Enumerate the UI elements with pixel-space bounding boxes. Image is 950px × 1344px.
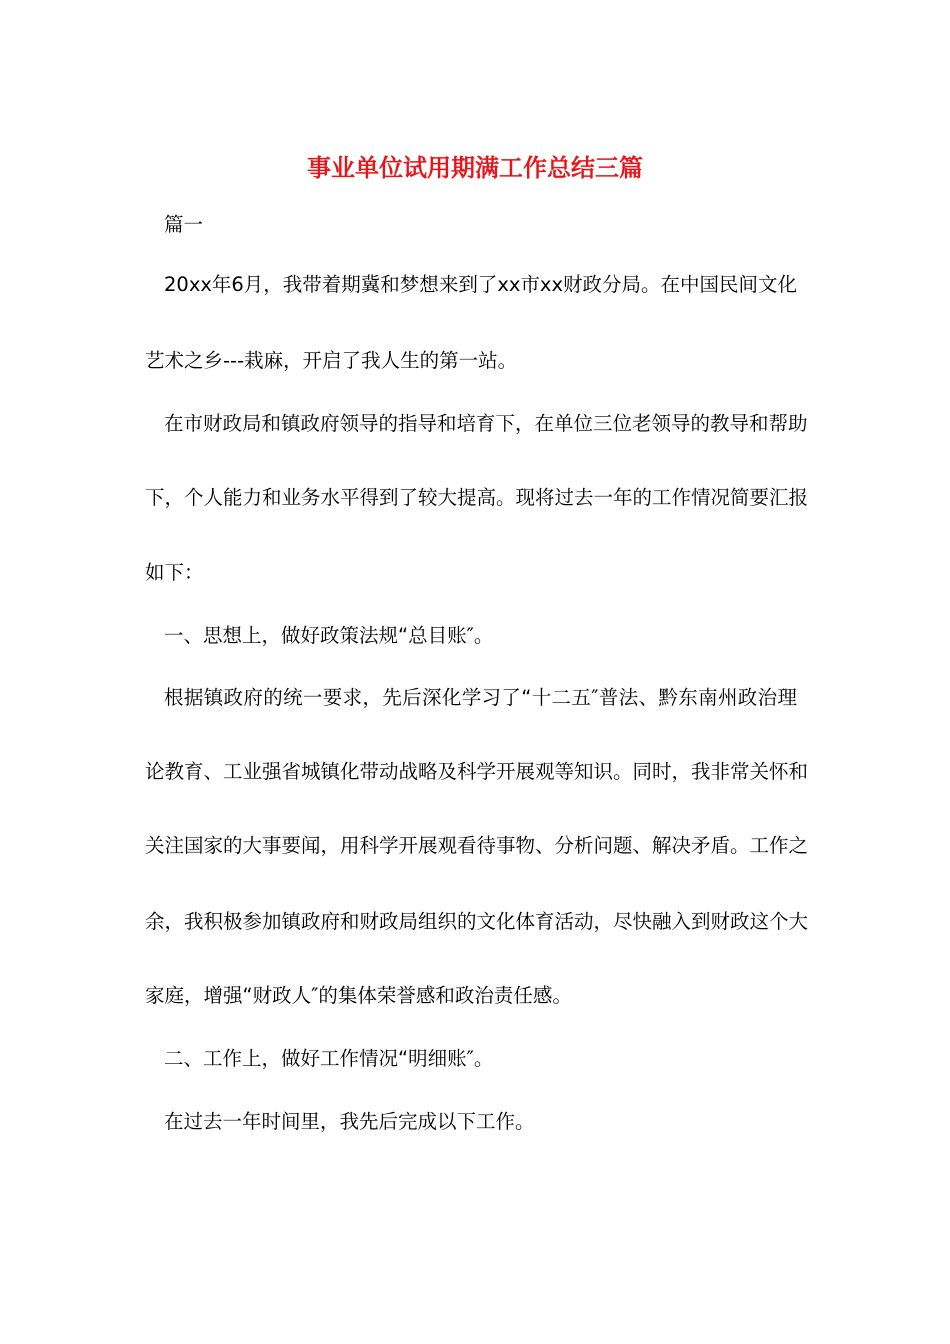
paragraph-line: 艺术之乡---栽麻，开启了我人生的第一站。 xyxy=(145,349,518,372)
paragraph-line: 关注国家的大事要闻，用科学开展观看待事物、分析问题、解决矛盾。工作之 xyxy=(145,834,809,857)
paragraph-line: 20xx年6月，我带着期冀和梦想来到了xx市xx财政分局。在中国民间文化 xyxy=(164,273,797,296)
paragraph-line: 论教育、工业强省城镇化带动战略及科学开展观等知识。同时，我非常关怀和 xyxy=(145,760,809,783)
paragraph-line: 如下： xyxy=(145,561,204,584)
document-title: 事业单位试用期满工作总结三篇 xyxy=(307,153,643,182)
section-heading: 一、思想上，做好政策法规“总目账″。 xyxy=(164,624,494,647)
section-heading-part-one: 篇一 xyxy=(164,213,204,236)
paragraph-line: 在市财政局和镇政府领导的指导和培育下，在单位三位老领导的教导和帮助 xyxy=(164,412,808,435)
paragraph-line: 在过去一年时间里，我先后完成以下工作。 xyxy=(164,1110,535,1133)
paragraph-line: 下，个人能力和业务水平得到了较大提高。现将过去一年的工作情况简要汇报 xyxy=(145,486,809,509)
paragraph-line: 家庭，增强“财政人″的集体荣誉感和政治责任感。 xyxy=(145,984,572,1007)
section-heading: 二、工作上，做好工作情况“明细账″。 xyxy=(164,1047,494,1070)
paragraph-line: 根据镇政府的统一要求，先后深化学习了“十二五″普法、黔东南州政治理 xyxy=(164,686,797,709)
paragraph-line: 余，我积极参加镇政府和财政局组织的文化体育活动，尽快融入到财政这个大 xyxy=(145,910,809,933)
